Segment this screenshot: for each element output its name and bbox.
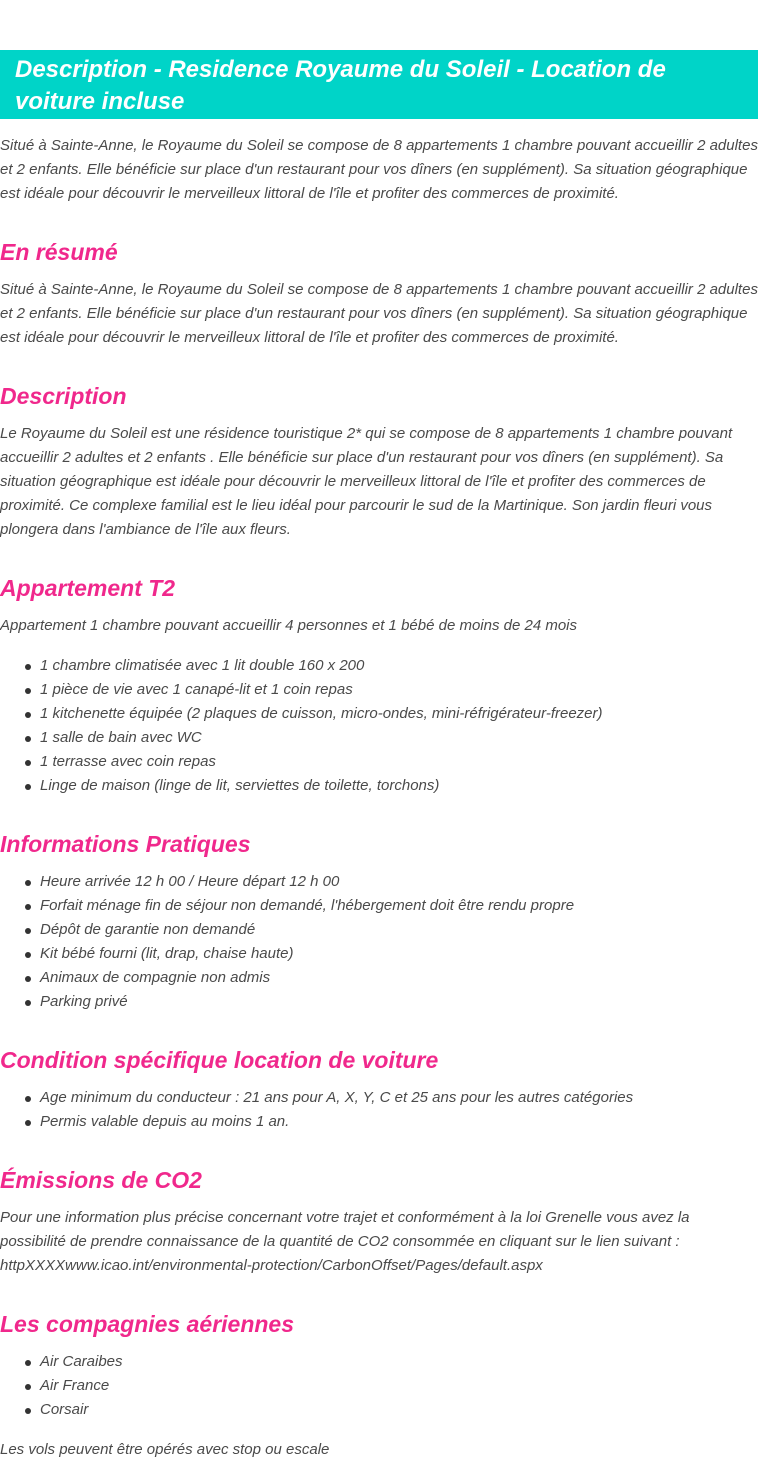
list-item: Dépôt de garantie non demandé — [40, 918, 758, 942]
list-item: 1 kitchenette équipée (2 plaques de cuisson, micro-ondes, mini-réfrigérateur-freezer) — [40, 702, 758, 726]
appartement-paragraph: Appartement 1 chambre pouvant accueillir 4 personnes et 1 bébé de moins de 24 mois — [0, 617, 578, 634]
list-item: Heure arrivée 12 h 00 / Heure départ 12 h 00 — [40, 870, 758, 894]
list-item: 1 chambre climatisée avec 1 lit double 160 x 200 — [40, 654, 758, 678]
title-banner — [0, 50, 758, 119]
compagnies-note: Les vols peuvent être opérés avec stop ou escale — [0, 1441, 330, 1458]
heading-appartement: Appartement T2 — [0, 575, 176, 601]
list-item: Air Caraibes — [40, 1350, 758, 1374]
list-item: Permis valable depuis au moins 1 an. — [40, 1110, 758, 1134]
compagnies-list — [0, 1350, 758, 1422]
intro-paragraph: Situé à Sainte-Anne, le Royaume du Soleil se compose de 8 appartements 1 chambre pouvant accueillir 2 adultes et 2 enfants. Elle bénéficie sur place d'un restaurant pour vos dîners (en supplément). Sa situation géographique est idéale pour découvrir le merveilleux littoral de l'île et profiter des commerces de proximité. — [0, 137, 758, 202]
list-item: Kit bébé fourni (lit, drap, chaise haute) — [40, 942, 758, 966]
heading-location-voiture: Condition spécifique location de voiture — [0, 1047, 439, 1073]
heading-compagnies: Les compagnies aériennes — [0, 1311, 295, 1337]
list-item: Air France — [40, 1374, 758, 1398]
description-paragraph: Le Royaume du Soleil est une résidence touristique 2* qui se compose de 8 appartements 1 chambre pouvant accueillir 2 adultes et 2 enfants . Elle bénéficie sur place d'un restaurant pour vos dîners (en supplément). Sa situation géographique est idéale pour découvrir le merveilleux littoral de l'île et profiter des commerces de proximité. Ce complexe familial est le lieu idéal pour parcourir le sud de la Martinique. Son jardin fleuri vous plongera dans l'ambiance de l'île aux fleurs. — [0, 425, 733, 538]
resume-paragraph: Situé à Sainte-Anne, le Royaume du Soleil se compose de 8 appartements 1 chambre pouvant accueillir 2 adultes et 2 enfants. Elle bénéficie sur place d'un restaurant pour vos dîners (en supplément). Sa situation géographique est idéale pour découvrir le merveilleux littoral de l'île et profiter des commerces de proximité. — [0, 281, 758, 346]
list-item: Parking privé — [40, 990, 758, 1014]
heading-informations-pratiques: Informations Pratiques — [0, 831, 251, 857]
heading-resume: En résumé — [0, 239, 118, 265]
list-item: 1 salle de bain avec WC — [40, 726, 758, 750]
heading-emissions-co2: Émissions de CO2 — [0, 1167, 202, 1193]
list-item: Forfait ménage fin de séjour non demandé, l'hébergement doit être rendu propre — [40, 894, 758, 918]
co2-paragraph: Pour une information plus précise concernant votre trajet et conformément à la loi Grenelle vous avez la possibilité de prendre connaissance de la quantité de CO2 consommée en cliquant sur le lien suivant : httpXXXXwww.icao.int/environmental-protection/CarbonOffset/Pages/default.aspx — [0, 1209, 690, 1274]
list-item: Linge de maison (linge de lit, serviettes de toilette, torchons) — [40, 774, 758, 798]
list-item: 1 terrasse avec coin repas — [40, 750, 758, 774]
infos-list — [0, 870, 758, 1014]
list-item: 1 pièce de vie avec 1 canapé-lit et 1 coin repas — [40, 678, 758, 702]
heading-description: Description — [0, 383, 127, 409]
appartement-list — [0, 654, 758, 798]
voiture-list — [0, 1086, 758, 1134]
list-item: Age minimum du conducteur : 21 ans pour A, X, Y, C et 25 ans pour les autres catégories — [40, 1086, 758, 1110]
list-item: Corsair — [40, 1398, 758, 1422]
page-title: Description - Residence Royaume du Soleil - Location de voiture incluse — [15, 56, 666, 115]
list-item: Animaux de compagnie non admis — [40, 966, 758, 990]
content — [0, 134, 758, 1462]
